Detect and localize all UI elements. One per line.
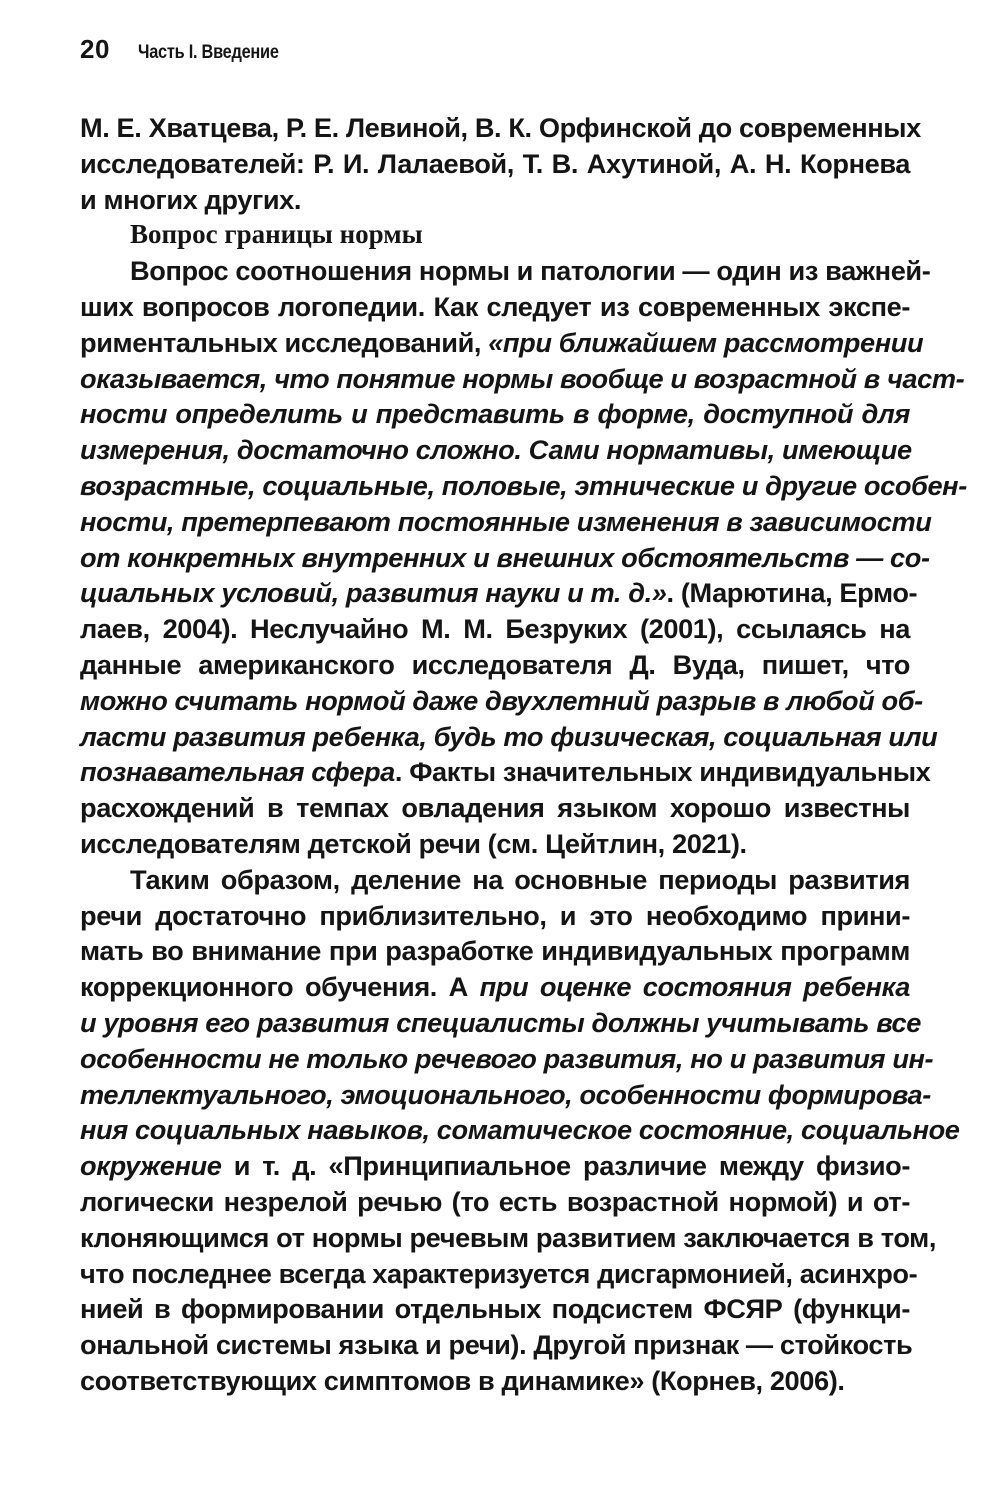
regular-text: речи достаточно приблизительно, и это необходимо прини- bbox=[80, 899, 910, 931]
text-line bbox=[80, 1220, 937, 1256]
text-line: М. Е. Хватцева, Р. Е. Левиной, В. К. Орфинской до современных bbox=[80, 112, 921, 143]
italic-text: оказывается, что понятие нормы вообще и возрастной в част- bbox=[80, 362, 965, 394]
text-line: исследователей: Р. И. Лалаевой, Т. В. Ахутиной, А. Н. Корнева bbox=[80, 147, 910, 179]
regular-text: и т. д. «Принципиальное различие между физио- bbox=[221, 1150, 910, 1182]
italic-text: окружение bbox=[80, 1150, 222, 1182]
italic-text: теллектуального, эмоционального, особенности формирова- bbox=[80, 1078, 931, 1110]
regular-text: ших вопросов логопедии. Как следует из современных экспе- bbox=[80, 290, 910, 322]
regular-text: лаев, 2004). Неслучайно М. М. Безруких (2001), ссылаясь на bbox=[80, 613, 910, 645]
regular-text: данные американского исследователя Д. Вуда, пишет, что bbox=[80, 648, 910, 680]
regular-text: . (Марютина, Ермо- bbox=[666, 577, 918, 609]
regular-text: исследователям детской речи (см. Цейтлин, 2021). bbox=[80, 827, 747, 859]
text-line bbox=[80, 1256, 918, 1292]
italic-text: при оценке состояния ребенка bbox=[479, 971, 910, 1003]
text-line bbox=[80, 504, 932, 540]
paragraph-conclusion bbox=[80, 862, 960, 1399]
text-line bbox=[80, 396, 910, 432]
text-line: и многих других. bbox=[80, 183, 302, 215]
running-head-section: Часть I. Введение bbox=[137, 42, 279, 63]
paragraph-norm-pathology bbox=[80, 253, 967, 862]
text-line bbox=[80, 969, 910, 1005]
text-line bbox=[80, 1327, 913, 1363]
text-line bbox=[80, 611, 910, 647]
text-line bbox=[80, 1005, 921, 1041]
regular-text: соответствующих симптомов в динамике» (Корнев, 2006). bbox=[80, 1364, 845, 1396]
page-number: 20 bbox=[80, 34, 110, 64]
text-line bbox=[80, 1077, 931, 1113]
section-heading: Вопрос границы нормы bbox=[130, 219, 423, 250]
regular-text: что последнее всегда характеризуется дисгармонией, асинхро- bbox=[80, 1257, 918, 1289]
italic-text: измерения, достаточно сложно. Сами нормативы, имеющие bbox=[80, 434, 912, 466]
regular-text: Вопрос соотношения нормы и патологии — один из важней- bbox=[130, 255, 931, 287]
italic-text: возрастные, социальные, половые, этнические и другие особен- bbox=[80, 469, 967, 501]
text-line bbox=[80, 361, 965, 397]
italic-text: циальных условий, развития науки и т. д.» bbox=[80, 577, 667, 609]
text-line bbox=[80, 1291, 910, 1327]
italic-text: от конкретных внутренних и внешних обстоятельств — со- bbox=[80, 541, 930, 573]
regular-text: коррекционного обучения. А bbox=[80, 971, 480, 1003]
paragraph-continuation bbox=[80, 110, 921, 217]
regular-text: клоняющимся от нормы речевым развитием заключается в том, bbox=[80, 1221, 937, 1253]
text-line bbox=[80, 933, 910, 969]
text-line bbox=[80, 575, 918, 611]
text-line bbox=[80, 1363, 910, 1399]
text-line bbox=[80, 719, 938, 755]
text-line bbox=[80, 468, 967, 504]
text-line bbox=[80, 826, 910, 862]
italic-text: познавательная сфера bbox=[80, 756, 395, 788]
text-line bbox=[80, 1148, 910, 1184]
text-line bbox=[80, 898, 910, 934]
text-line bbox=[80, 289, 910, 325]
text-line bbox=[80, 540, 930, 576]
regular-text: ональной системы языка и речи). Другой признак — стойкость bbox=[80, 1329, 913, 1361]
book-page bbox=[80, 30, 967, 1399]
text-line bbox=[80, 862, 910, 898]
text-line bbox=[80, 432, 910, 468]
text-line bbox=[80, 325, 924, 361]
regular-text: логически незрелой речью (то есть возрастной нормой) и от- bbox=[80, 1185, 910, 1217]
italic-text: ности определить и представить в форме, доступной для bbox=[80, 398, 910, 430]
regular-text: Таким образом, деление на основные периоды развития bbox=[130, 863, 910, 895]
regular-text: риментальных исследований, bbox=[80, 326, 489, 358]
italic-text: можно считать нормой даже двухлетний разрыв в любой об- bbox=[80, 684, 923, 716]
text-line bbox=[80, 754, 931, 790]
italic-text: ния социальных навыков, соматическое состояние, социальное bbox=[80, 1114, 960, 1146]
text-line bbox=[80, 790, 910, 826]
text-line bbox=[80, 647, 910, 683]
italic-text: «при ближайшем рассмотрении bbox=[488, 326, 924, 358]
text-line bbox=[80, 683, 923, 719]
regular-text: . Факты значительных индивидуальных bbox=[394, 756, 931, 788]
regular-text: расхождений в темпах овладения языком хорошо известны bbox=[80, 792, 910, 824]
text-line bbox=[80, 253, 931, 289]
text-line bbox=[80, 1184, 910, 1220]
text-line bbox=[80, 1041, 934, 1077]
running-head bbox=[80, 34, 916, 74]
text-line bbox=[80, 1112, 960, 1148]
italic-text: и уровня его развития специалисты должны учитывать все bbox=[80, 1006, 921, 1038]
regular-text: нией в формировании отдельных подсистем ФСЯР (функци- bbox=[80, 1293, 910, 1325]
italic-text: ласти развития ребенка, будь то физическая, социальная или bbox=[80, 720, 938, 752]
italic-text: ности, претерпевают постоянные изменения в зависимости bbox=[80, 505, 932, 537]
body-text bbox=[80, 110, 967, 1399]
regular-text: мать во внимание при разработке индивидуальных программ bbox=[80, 935, 910, 967]
italic-text: особенности не только речевого развития, но и развития ин- bbox=[80, 1042, 934, 1074]
